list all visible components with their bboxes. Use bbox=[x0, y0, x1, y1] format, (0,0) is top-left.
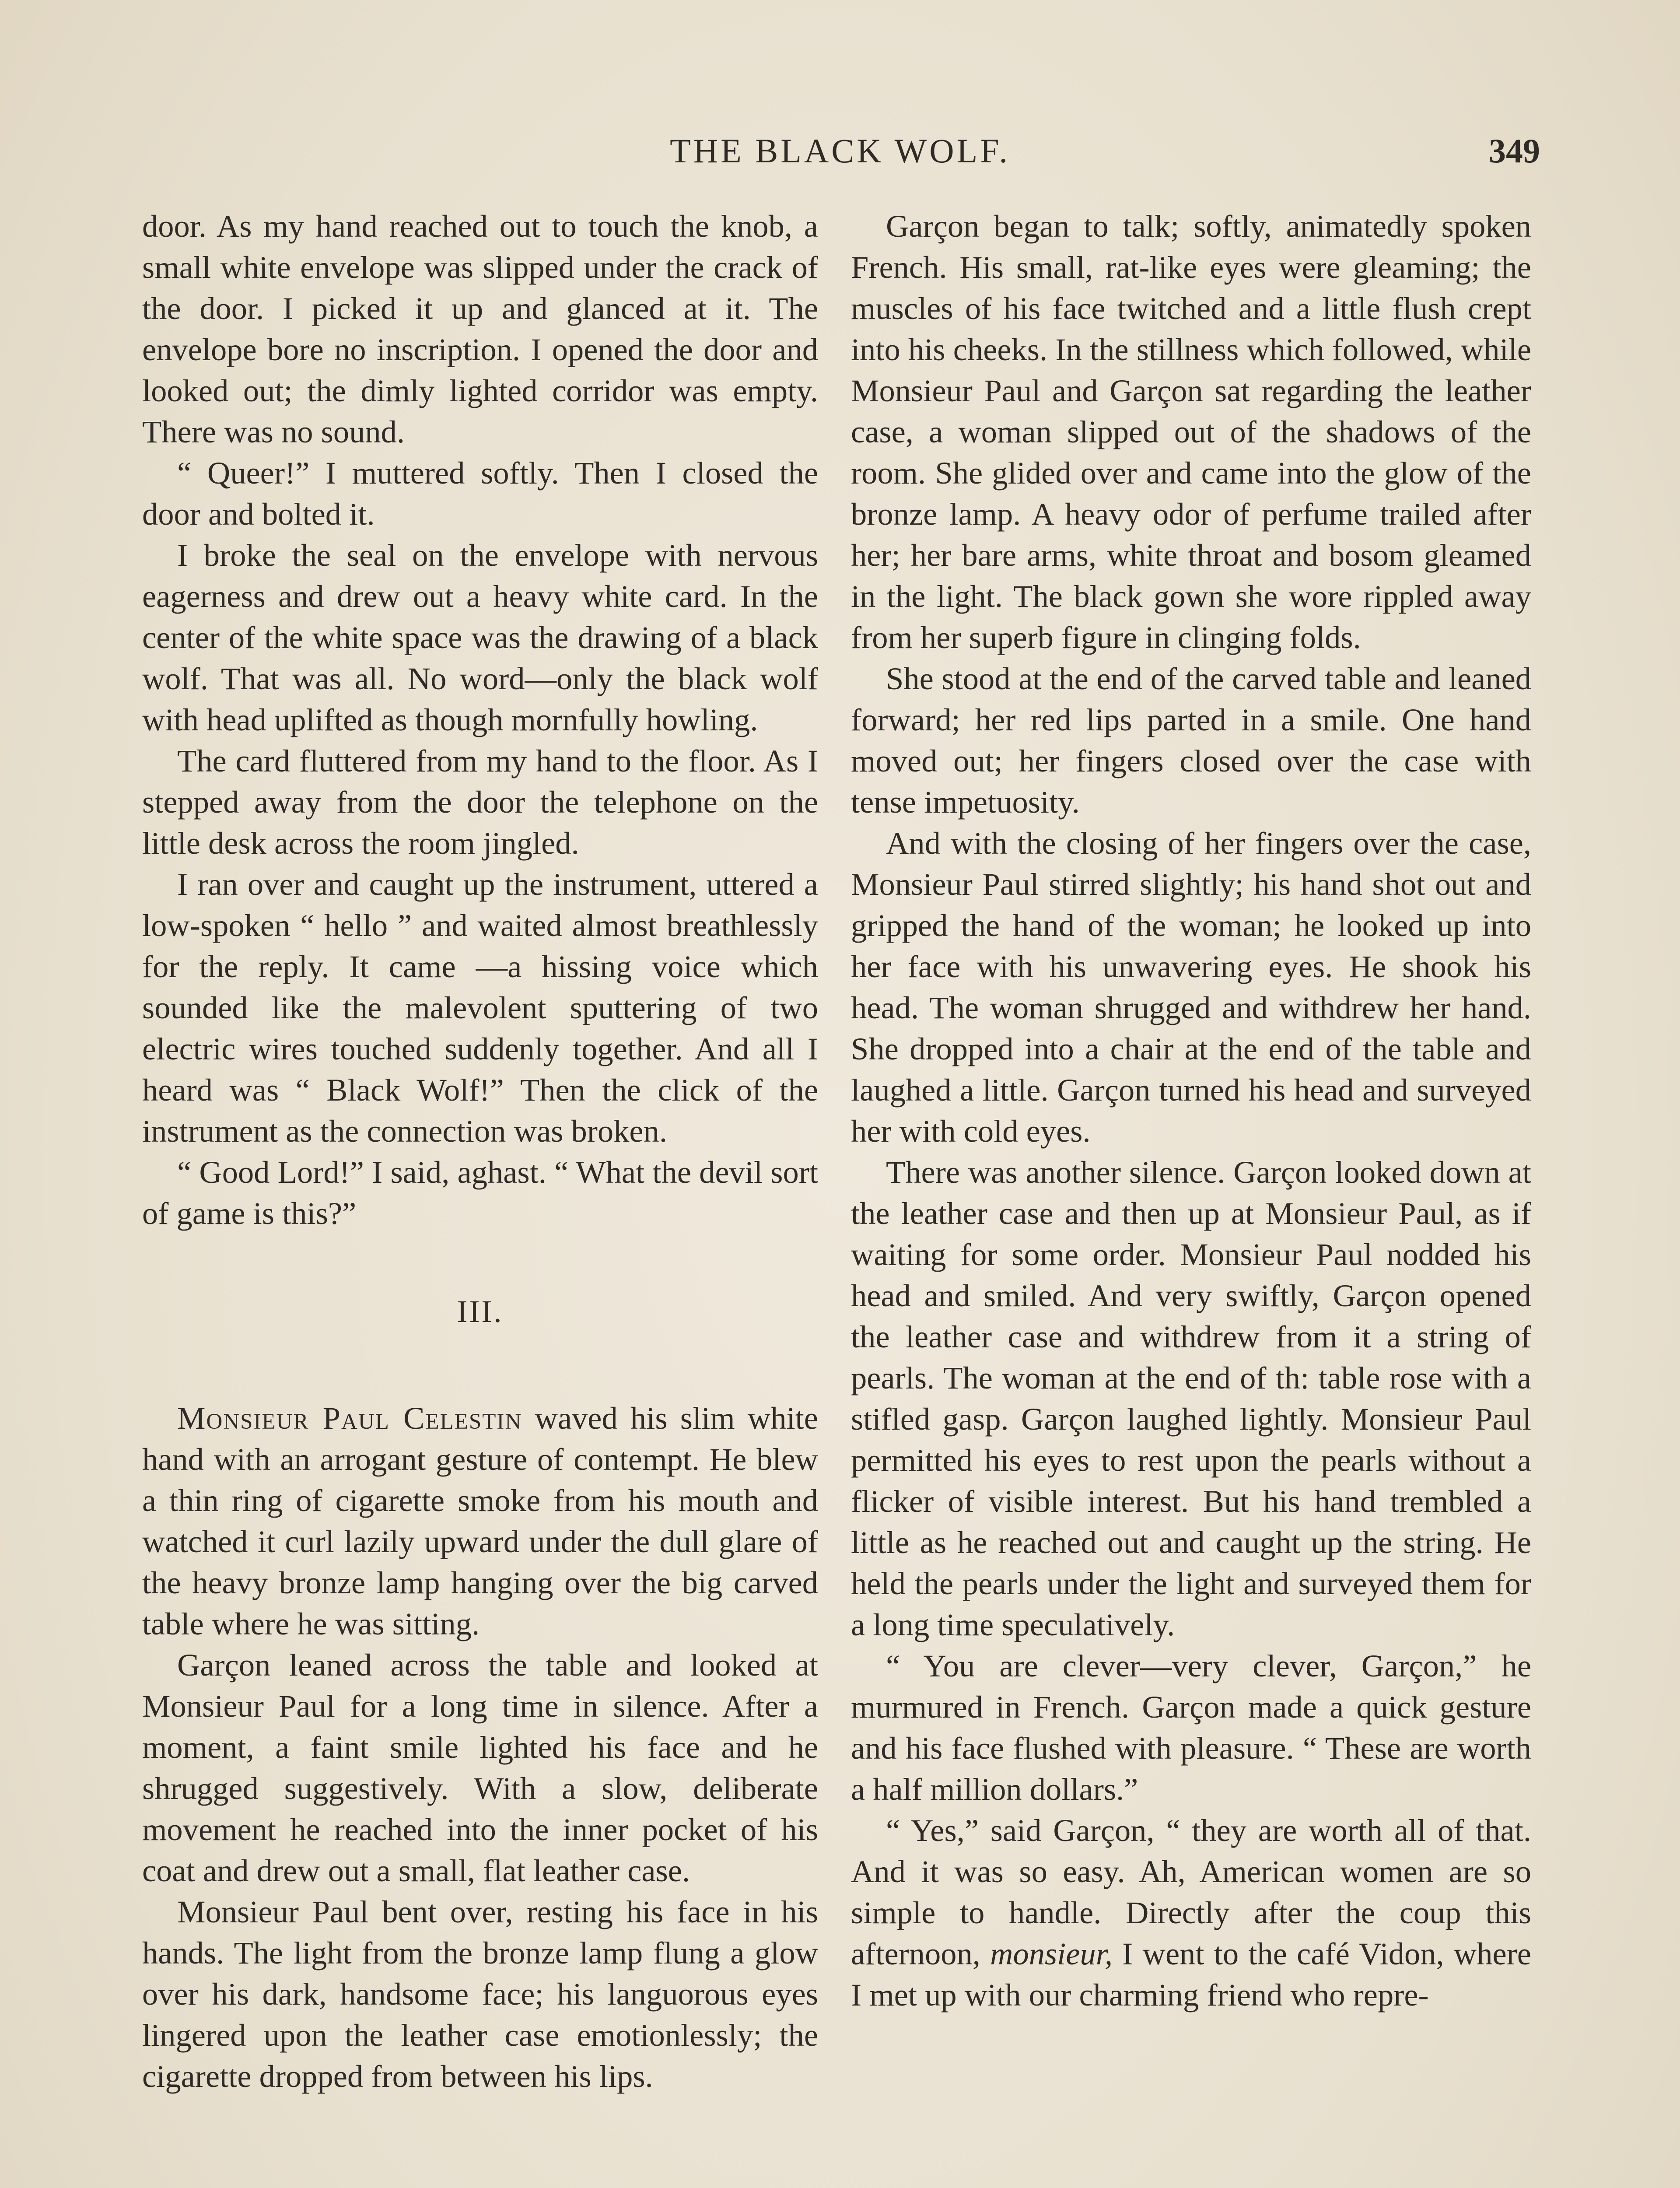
page-number: 349 bbox=[1489, 132, 1540, 170]
paragraph: “ Good Lord!” I said, aghast. “ What the devil sort of game is this?” bbox=[142, 1154, 818, 1231]
opening-text: waved his slim white hand with an arrogant gesture of contempt. He blew a thin ring of cigarette smoke from his mouth and watched it curl lazily upward under the dull glare of the heavy bronze lamp hanging over the big carved table where he was sitting. bbox=[142, 1400, 818, 1641]
paragraph: She stood at the end of the carved table and leaned forward; her red lips parted in a smile. One hand moved out; her fingers closed over the case with tense impetuosity. bbox=[851, 661, 1531, 820]
text-run: “ Yes,” said Garçon, “ they are worth all of that. And it was so easy. Ah, American women are so simple to handle. Directly after the coup this afternoon, bbox=[851, 1813, 1531, 1971]
running-head bbox=[140, 127, 1540, 179]
paragraph: Garçon began to talk; softly, animatedly spoken French. His small, rat-like eyes were gleaming; the muscles of his face twitched and a little flush crept into his cheeks. In the stillness which followed, while Monsieur Paul and Garçon sat regarding the leather case, a woman slipped out of the shadows of the room. She glided over and came into the glow of the bronze lamp. A heavy odor of perfume trailed after her; her bare arms, white throat and bosom gleamed in the light. The black gown she wore rippled away from her superb figure in clinging folds. bbox=[851, 208, 1531, 655]
paragraph: I broke the seal on the envelope with nervous eagerness and drew out a heavy white card. In the center of the white space was the drawing of a black wolf. That was all. No word—only the black wolf with head uplifted as though mornfully howling. bbox=[142, 537, 818, 737]
section-heading: III. bbox=[457, 1294, 504, 1329]
paragraph bbox=[851, 1810, 1531, 2016]
paragraph: “ You are clever—very clever, Garçon,” he murmured in French. Garçon made a quick gesture and his face flushed with pleasure. “ These are worth a half million dollars.” bbox=[851, 1648, 1531, 1807]
paragraph: Monsieur Paul bent over, resting his face in his hands. The light from the bronze lamp flung a glow over his dark, handsome face; his languorous eyes lingered upon the leather case emotionlessly; the cigarette dropped from between his lips. bbox=[142, 1894, 818, 2094]
paragraph: door. As my hand reached out to touch the knob, a small white envelope was slipped under the crack of the door. I picked it up and glanced at it. The envelope bore no inscription. I opened the door and looked out; the dimly lighted corridor was empty. There was no sound. bbox=[142, 208, 818, 449]
text-run: I went to the café Vidon, where I met up with our charming friend who repre- bbox=[851, 1936, 1531, 2013]
paragraph: And with the closing of her fingers over the case, Monsieur Paul stirred slightly; his hand shot out and gripped the hand of the woman; he looked up into her face with his unwavering eyes. He shook his head. The woman shrugged and withdrew her hand. She dropped into a chair at the end of the table and laughed a little. Garçon turned his head and surveyed her with cold eyes. bbox=[851, 825, 1531, 1149]
running-title: THE BLACK WOLF. bbox=[670, 132, 1010, 170]
paragraph: I ran over and caught up the instrument, uttered a low-spoken “ hello ” and waited almost breathlessly for the reply. It came —a hissing voice which sounded like the malevolent sputtering of two electric wires touched suddenly together. And all I heard was “ Black Wolf!” Then the click of the instrument as the connection was broken. bbox=[142, 866, 818, 1149]
left-column bbox=[142, 206, 818, 2097]
paragraph: There was another silence. Garçon looked down at the leather case and then up at Monsieur Paul, as if waiting for some order. Monsieur Paul nodded his head and smiled. And very swiftly, Garçon opened the leather case and withdrew from it a string of pearls. The woman at the end of th: table rose with a stifled gasp. Garçon laughed lightly. Monsieur Paul permitted his eyes to rest upon the pearls without a flicker of visible interest. But his hand trembled a little as he reached out and caught up the string. He held the pearls under the light and surveyed them for a long time speculatively. bbox=[851, 1154, 1531, 1642]
paragraph: Garçon leaned across the table and looked at Monsieur Paul for a long time in silence. After a moment, a faint smile lighted his face and he shrugged suggestively. With a slow, deliberate movement he reached into the inner pocket of his coat and drew out a small, flat leather case. bbox=[142, 1647, 818, 1888]
italic-word: monsieur, bbox=[990, 1936, 1113, 1971]
paragraph: The card fluttered from my hand to the floor. As I stepped away from the door the telephone on the little desk across the room jingled. bbox=[142, 743, 818, 861]
section-opening-paragraph bbox=[142, 1398, 818, 1645]
opening-name-smallcaps: Monsieur Paul Celestin bbox=[177, 1400, 522, 1436]
right-column bbox=[851, 206, 1531, 2016]
paragraph: “ Queer!” I muttered softly. Then I closed the door and bolted it. bbox=[142, 455, 818, 532]
